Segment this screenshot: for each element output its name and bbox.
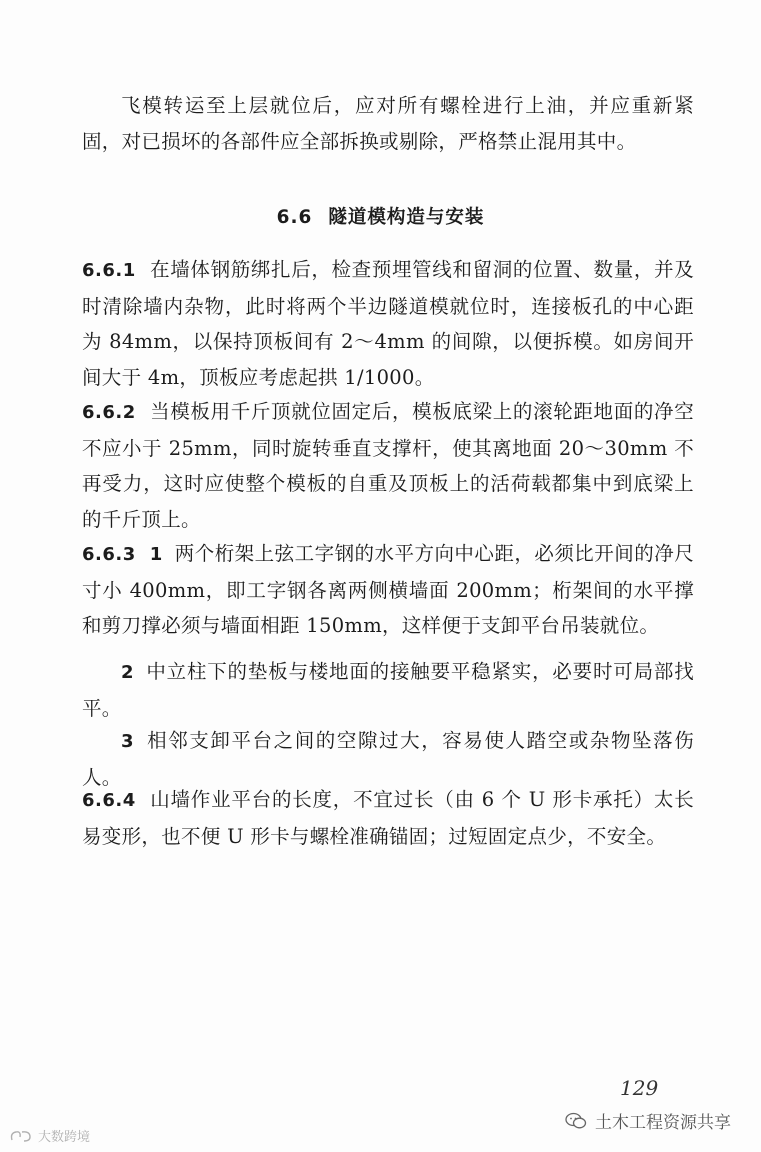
section-heading bbox=[0, 203, 761, 229]
clause-number: 6.6.4 bbox=[82, 790, 136, 811]
watermark-brand bbox=[8, 1126, 90, 1145]
watermark-source bbox=[565, 1108, 731, 1133]
item-text: 两个桁架上弦工字钢的水平方向中心距，必须比开间的净尺寸小 400mm，即工字钢各离两侧横墙面 200mm；桁架间的水平撑和剪刀撑必须与墙面相距 150mm，这样便于支卸平台吊装就位。 bbox=[82, 542, 694, 637]
clause-6-6-2 bbox=[82, 394, 694, 537]
section-title: 隧道模构造与安装 bbox=[328, 207, 485, 228]
intro-paragraph: 飞模转运至上层就位后，应对所有螺栓进行上油，并应重新紧固，对已损坏的各部件应全部拆换或剔除，严格禁止混用其中。 bbox=[82, 94, 694, 153]
wechat-icon bbox=[565, 1112, 587, 1130]
clause-6-6-1 bbox=[82, 252, 694, 395]
page-number: 129 bbox=[620, 1076, 659, 1100]
clause-text: 山墙作业平台的长度，不宜过长（由 6 个 U 形卡承托）太长易变形，也不便 U 形卡与螺栓准确锚固；过短固定点少，不安全。 bbox=[82, 788, 694, 848]
clause-6-6-4 bbox=[82, 782, 694, 854]
watermark-source-text: 土木工程资源共享 bbox=[595, 1113, 731, 1133]
item-number: 1 bbox=[149, 544, 163, 565]
clause-text: 在墙体钢筋绑扎后，检查预埋管线和留洞的位置、数量，并及时清除墙内杂物，此时将两个半边隧道模就位时，连接板孔的中心距为 84mm，以保持顶板间有 2～4mm 的间隙，以便拆模。如房间开间大于 4m，顶板应考虑起拱 1/1000。 bbox=[82, 258, 694, 389]
clause-number: 6.6.2 bbox=[82, 402, 136, 423]
clause-text: 当模板用千斤顶就位固定后，模板底梁上的滚轮距地面的净空不应小于 25mm，同时旋转垂直支撑杆，使其离地面 20～30mm 不再受力，这时应使整个模板的自重及顶板上的活荷载都集中到底梁上的千斤顶上。 bbox=[82, 400, 694, 531]
clause-6-6-3 bbox=[82, 536, 694, 644]
logo-badge-icon bbox=[8, 1129, 34, 1143]
watermark-brand-text: 大数跨境 bbox=[38, 1130, 91, 1145]
clause-number: 6.6.3 bbox=[82, 544, 136, 565]
section-number: 6.6 bbox=[276, 207, 313, 228]
item-text: 中立柱下的垫板与楼地面的接触要平稳紧实，必要时可局部找平。 bbox=[82, 660, 694, 720]
clause-6-6-3-item-2 bbox=[82, 654, 694, 726]
item-text: 相邻支卸平台之间的空隙过大，容易使人踏空或杂物坠落伤人。 bbox=[82, 729, 694, 789]
item-number: 2 bbox=[121, 662, 134, 683]
item-number: 3 bbox=[121, 731, 134, 752]
clause-number: 6.6.1 bbox=[82, 260, 136, 281]
